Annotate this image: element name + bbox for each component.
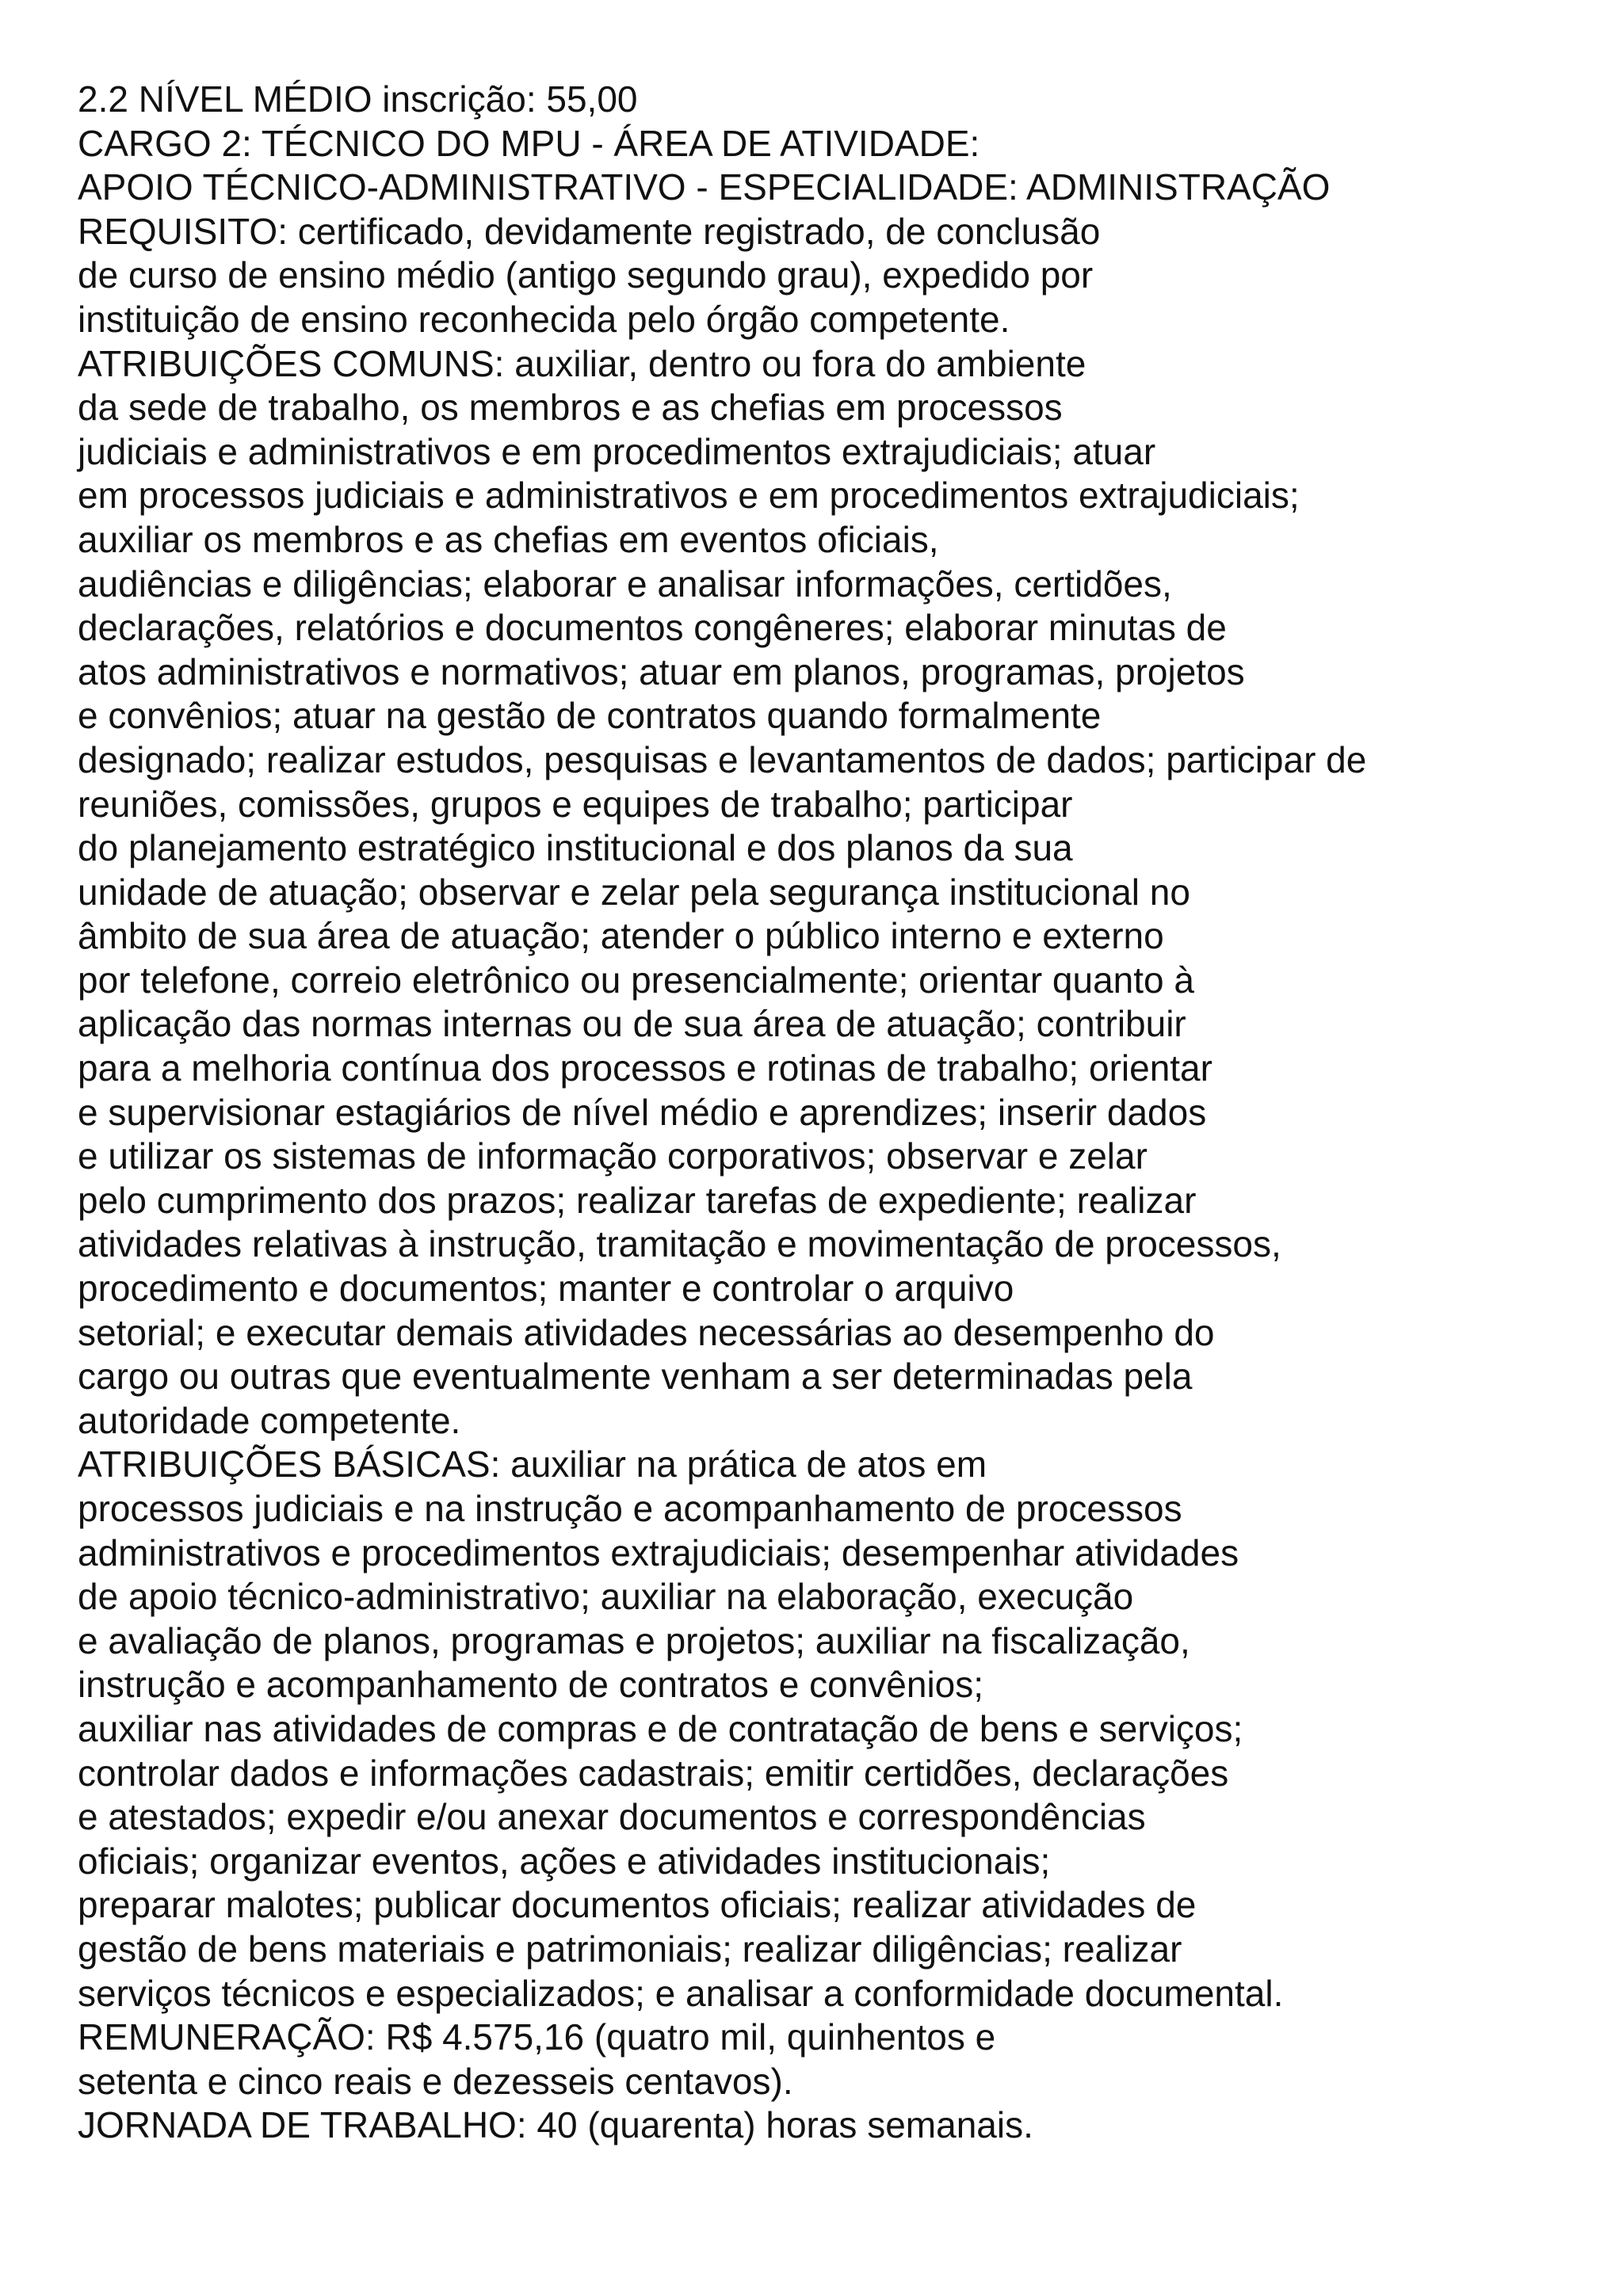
document-line: ATRIBUIÇÕES BÁSICAS: auxiliar na prática de atos em xyxy=(78,1444,987,1486)
document-line: oficiais; organizar eventos, ações e atividades institucionais; xyxy=(78,1840,1051,1882)
document-body xyxy=(78,78,1583,2148)
document-line: preparar malotes; publicar documentos oficiais; realizar atividades de xyxy=(78,1884,1197,1926)
document-line: procedimento e documentos; manter e controlar o arquivo xyxy=(78,1268,1014,1310)
document-line: instrução e acompanhamento de contratos e convênios; xyxy=(78,1664,984,1706)
document-line: declarações, relatórios e documentos congêneres; elaborar minutas de xyxy=(78,607,1227,649)
document-line: e atestados; expedir e/ou anexar documentos e correspondências xyxy=(78,1796,1146,1838)
document-line: para a melhoria contínua dos processos e rotinas de trabalho; orientar xyxy=(78,1047,1212,1089)
document-line: e convênios; atuar na gestão de contratos quando formalmente xyxy=(78,695,1102,737)
document-line: auxiliar nas atividades de compras e de contratação de bens e serviços; xyxy=(78,1707,1243,1749)
document-line: aplicação das normas internas ou de sua área de atuação; contribuir xyxy=(78,1003,1186,1045)
document-line: gestão de bens materiais e patrimoniais; realizar diligências; realizar xyxy=(78,1928,1182,1970)
document-line: da sede de trabalho, os membros e as chefias em processos xyxy=(78,387,1063,429)
document-line: audiências e diligências; elaborar e analisar informações, certidões, xyxy=(78,563,1172,605)
document-line: atos administrativos e normativos; atuar em planos, programas, projetos xyxy=(78,650,1245,692)
document-line: cargo ou outras que eventualmente venham a ser determinadas pela xyxy=(78,1356,1193,1398)
document-line: REMUNERAÇÃO: R$ 4.575,16 (quatro mil, quinhentos e xyxy=(78,2016,996,2058)
document-line: do planejamento estratégico institucional e dos planos da sua xyxy=(78,827,1073,869)
document-line: por telefone, correio eletrônico ou presencialmente; orientar quanto à xyxy=(78,959,1194,1001)
document-line: ATRIBUIÇÕES COMUNS: auxiliar, dentro ou fora do ambiente xyxy=(78,342,1086,384)
document-line: administrativos e procedimentos extrajudiciais; desempenhar atividades xyxy=(78,1531,1239,1573)
document-line: unidade de atuação; observar e zelar pela segurança institucional no xyxy=(78,871,1190,913)
document-line: serviços técnicos e especializados; e analisar a conformidade documental. xyxy=(78,1972,1284,2014)
document-line: âmbito de sua área de atuação; atender o público interno e externo xyxy=(78,915,1164,957)
document-line: de curso de ensino médio (antigo segundo grau), expedido por xyxy=(78,254,1094,296)
document-line: judiciais e administrativos e em procedimentos extrajudiciais; atuar xyxy=(78,430,1156,472)
document-line: controlar dados e informações cadastrais; emitir certidões, declarações xyxy=(78,1752,1229,1794)
document-line: setenta e cinco reais e dezesseis centavos). xyxy=(78,2060,793,2102)
document-line: APOIO TÉCNICO-ADMINISTRATIVO - ESPECIALIDADE: ADMINISTRAÇÃO xyxy=(78,166,1331,208)
document-line: atividades relativas à instrução, tramitação e movimentação de processos, xyxy=(78,1223,1281,1265)
document-line: instituição de ensino reconhecida pelo órgão competente. xyxy=(78,298,1010,340)
document-line: 2.2 NÍVEL MÉDIO inscrição: 55,00 xyxy=(78,78,638,120)
document-line: autoridade competente. xyxy=(78,1399,461,1441)
document-line: e utilizar os sistemas de informação corporativos; observar e zelar xyxy=(78,1135,1148,1177)
document-line: CARGO 2: TÉCNICO DO MPU - ÁREA DE ATIVIDADE: xyxy=(78,122,980,164)
document-line: e supervisionar estagiários de nível médio e aprendizes; inserir dados xyxy=(78,1091,1207,1133)
document-line: e avaliação de planos, programas e projetos; auxiliar na fiscalização, xyxy=(78,1619,1190,1661)
document-line: pelo cumprimento dos prazos; realizar tarefas de expediente; realizar xyxy=(78,1179,1197,1221)
document-line: de apoio técnico-administrativo; auxiliar na elaboração, execução xyxy=(78,1576,1134,1618)
document-line: em processos judiciais e administrativos e em procedimentos extrajudiciais; xyxy=(78,475,1300,517)
document-line: reuniões, comissões, grupos e equipes de trabalho; participar xyxy=(78,783,1073,825)
document-line: designado; realizar estudos, pesquisas e levantamentos de dados; participar de xyxy=(78,738,1367,780)
document-line: setorial; e executar demais atividades necessárias ao desempenho do xyxy=(78,1311,1215,1353)
document-line: processos judiciais e na instrução e acompanhamento de processos xyxy=(78,1488,1182,1529)
document-line: REQUISITO: certificado, devidamente registrado, de conclusão xyxy=(78,210,1101,252)
document-line: JORNADA DE TRABALHO: 40 (quarenta) horas semanais. xyxy=(78,2104,1033,2146)
document-line: auxiliar os membros e as chefias em eventos oficiais, xyxy=(78,518,939,560)
